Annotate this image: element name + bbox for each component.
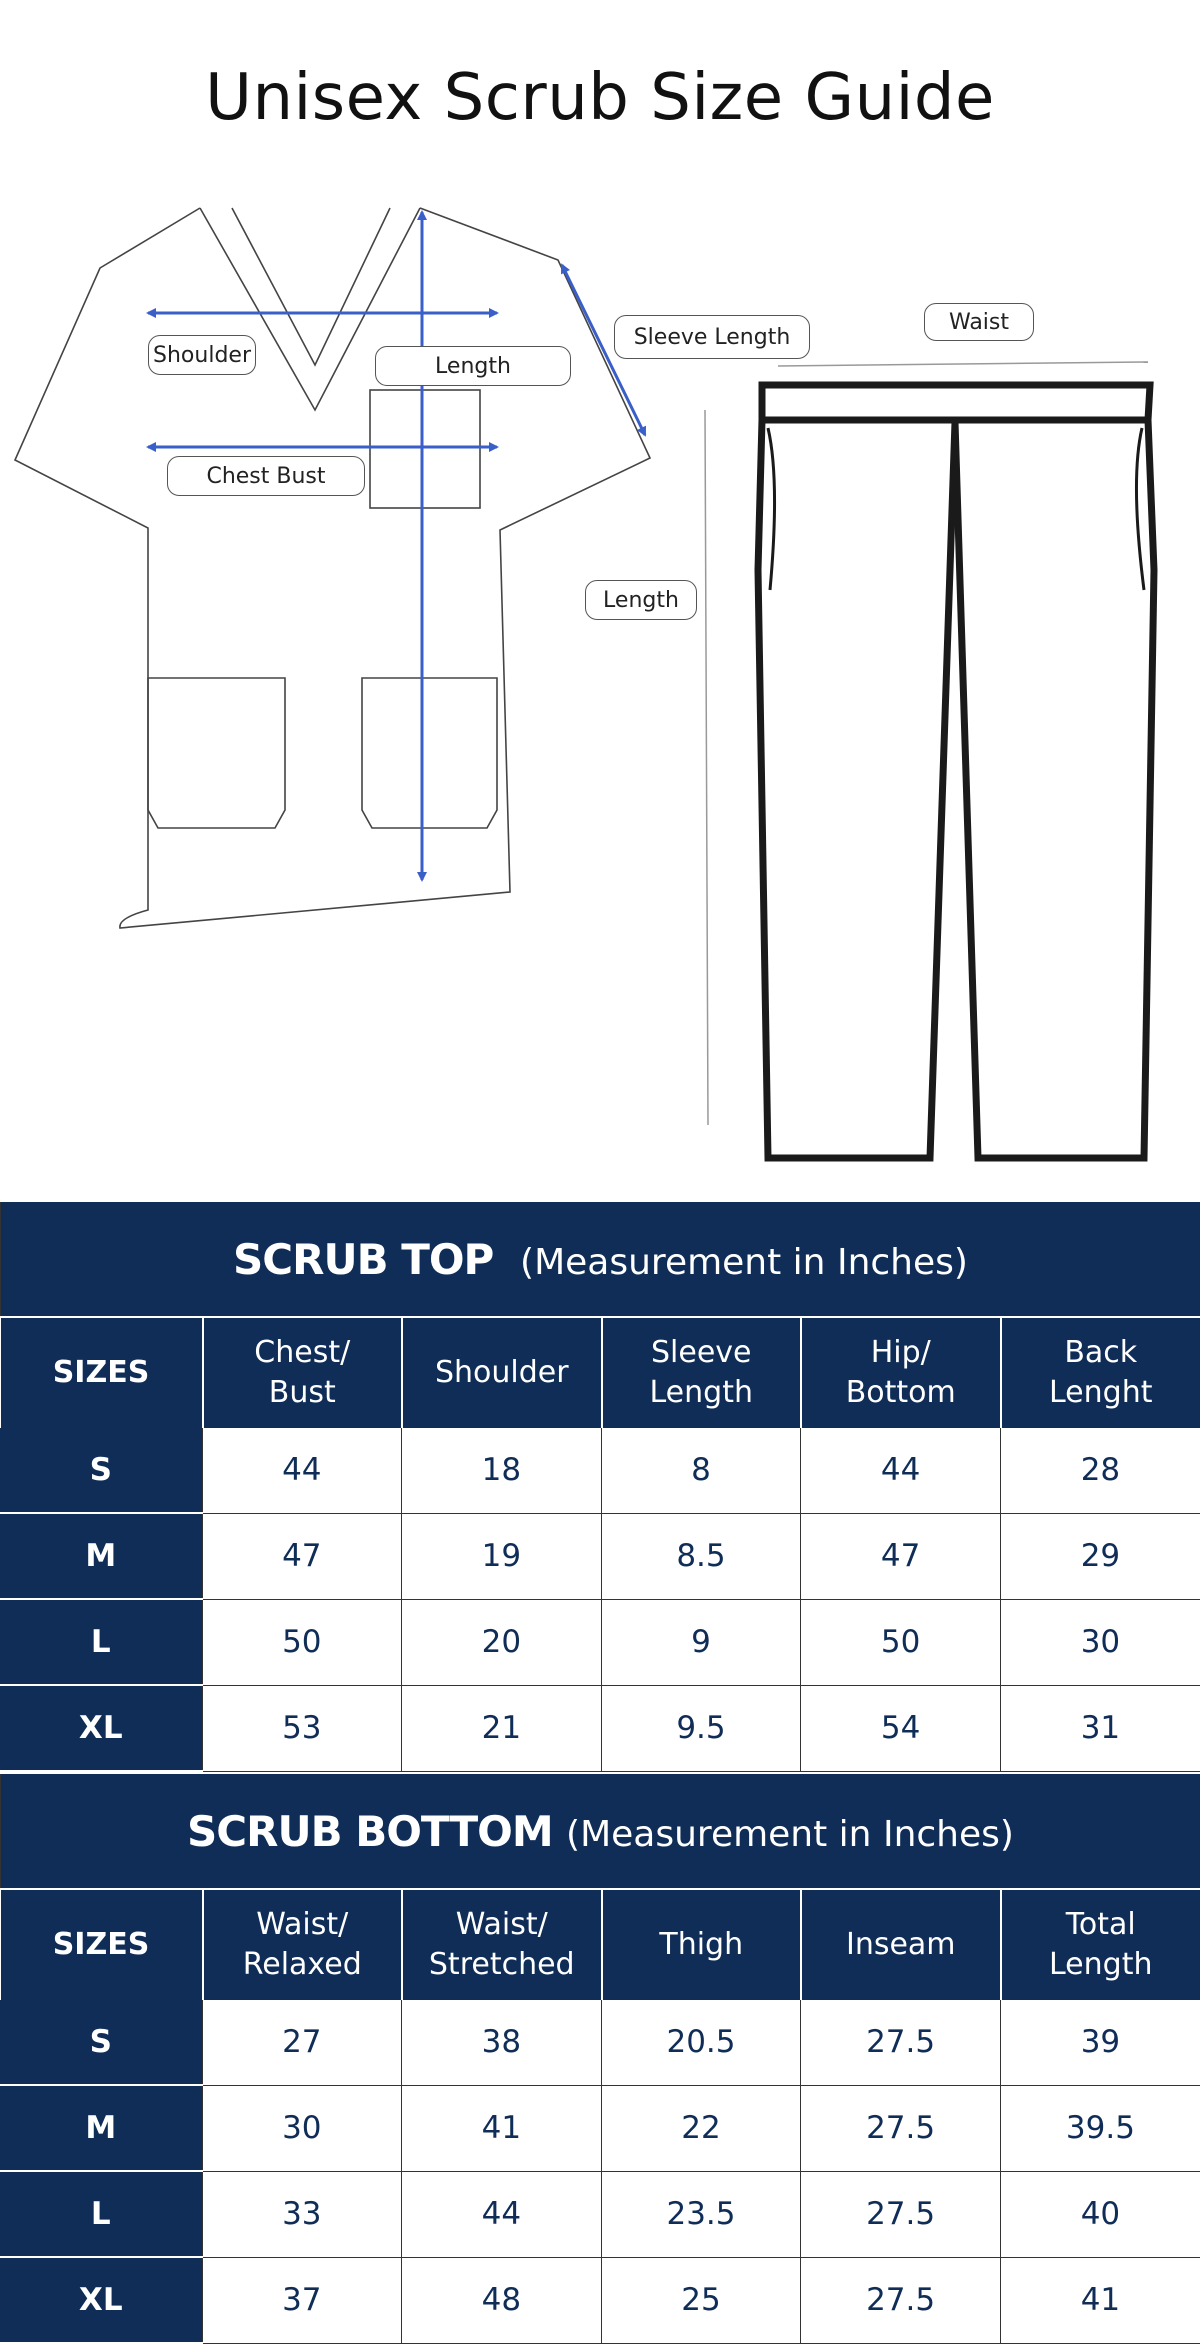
top-value-cell: 9 (601, 1599, 801, 1685)
bottom-header-cell: Inseam (801, 1889, 1001, 2000)
top-value-cell: 20 (402, 1599, 602, 1685)
bottom-value-cell: 39 (1000, 2000, 1200, 2085)
top-size-label: L (0, 1599, 202, 1685)
top-table-title: SCRUB TOP (Measurement in Inches) (1, 1202, 1200, 1317)
bottom-value-cell: 44 (402, 2171, 602, 2257)
scrub-top-drawing (15, 208, 650, 928)
bottom-value-cell: 33 (202, 2171, 402, 2257)
label-shoulder: Shoulder (148, 335, 256, 375)
bottom-value-cell: 20.5 (601, 2000, 801, 2085)
top-table-row (0, 1685, 1200, 1771)
top-table-header (1, 1317, 1200, 1428)
bottom-size-label: L (0, 2171, 202, 2257)
top-table-body (0, 1428, 1200, 1772)
label-sleeve-length: Sleeve Length (614, 315, 810, 359)
top-value-cell: 47 (202, 1513, 402, 1599)
bottom-size-label: S (0, 2000, 202, 2085)
bottom-size-label: M (0, 2085, 202, 2171)
top-value-cell: 29 (1000, 1513, 1200, 1599)
top-table-row (0, 1428, 1200, 1513)
bottom-value-cell: 38 (402, 2000, 602, 2085)
bottom-value-cell: 30 (202, 2085, 402, 2171)
top-value-cell: 53 (202, 1685, 402, 1771)
top-value-cell: 30 (1000, 1599, 1200, 1685)
top-header-cell: Sleeve Length (602, 1317, 802, 1428)
label-top-length: Length (375, 346, 571, 386)
measurement-guides-bottom (705, 362, 1148, 1125)
label-waist: Waist (924, 303, 1034, 341)
bottom-size-label: XL (0, 2257, 202, 2343)
top-value-cell: 21 (402, 1685, 602, 1771)
top-value-cell: 44 (202, 1428, 402, 1513)
bottom-table-header (1, 1889, 1200, 2000)
top-value-cell: 28 (1000, 1428, 1200, 1513)
top-value-cell: 9.5 (601, 1685, 801, 1771)
bottom-value-cell: 27 (202, 2000, 402, 2085)
top-value-cell: 50 (801, 1599, 1001, 1685)
top-size-label: M (0, 1513, 202, 1599)
top-header-cell: Chest/ Bust (203, 1317, 403, 1428)
bottom-value-cell: 39.5 (1000, 2085, 1200, 2171)
bottom-table-body (0, 2000, 1200, 2344)
bottom-header-cell: Total Length (1001, 1889, 1200, 2000)
bottom-table-row (0, 2171, 1200, 2257)
bottom-value-cell: 40 (1000, 2171, 1200, 2257)
label-bottom-length: Length (585, 580, 697, 620)
bottom-value-cell: 41 (402, 2085, 602, 2171)
top-value-cell: 18 (402, 1428, 602, 1513)
top-table-row (0, 1599, 1200, 1685)
bottom-value-cell: 41 (1000, 2257, 1200, 2343)
top-value-cell: 50 (202, 1599, 402, 1685)
bottom-value-cell: 27.5 (801, 2085, 1001, 2171)
bottom-value-cell: 37 (202, 2257, 402, 2343)
bottom-table-row (0, 2000, 1200, 2085)
top-header-cell: Hip/ Bottom (801, 1317, 1001, 1428)
top-size-label: XL (0, 1685, 202, 1771)
bottom-value-cell: 27.5 (801, 2000, 1001, 2085)
bottom-value-cell: 25 (601, 2257, 801, 2343)
bottom-value-cell: 23.5 (601, 2171, 801, 2257)
top-value-cell: 8.5 (601, 1513, 801, 1599)
scrub-bottom-table (0, 1774, 1200, 2344)
top-header-cell: Shoulder (402, 1317, 602, 1428)
top-value-cell: 8 (601, 1428, 801, 1513)
top-value-cell: 19 (402, 1513, 602, 1599)
top-value-cell: 54 (801, 1685, 1001, 1771)
top-value-cell: 44 (801, 1428, 1001, 1513)
top-size-label: S (0, 1428, 202, 1513)
top-header-cell: SIZES (1, 1317, 203, 1428)
bottom-value-cell: 22 (601, 2085, 801, 2171)
scrub-top-table (0, 1202, 1200, 1772)
top-value-cell: 31 (1000, 1685, 1200, 1771)
bottom-value-cell: 27.5 (801, 2171, 1001, 2257)
bottom-header-cell: SIZES (1, 1889, 203, 2000)
page-title: Unisex Scrub Size Guide (0, 61, 1200, 135)
bottom-table-row (0, 2257, 1200, 2343)
top-header-cell: Back Lenght (1001, 1317, 1200, 1428)
top-value-cell: 47 (801, 1513, 1001, 1599)
measurement-arrows-top (148, 212, 645, 880)
bottom-table-row (0, 2085, 1200, 2171)
scrub-bottom-drawing (758, 385, 1154, 1158)
bottom-header-cell: Waist/ Relaxed (203, 1889, 403, 2000)
bottom-table-title: SCRUB BOTTOM (Measurement in Inches) (1, 1774, 1200, 1889)
top-table-row (0, 1513, 1200, 1599)
bottom-value-cell: 27.5 (801, 2257, 1001, 2343)
size-diagram (0, 150, 1200, 1190)
bottom-header-cell: Thigh (602, 1889, 802, 2000)
bottom-header-cell: Waist/ Stretched (402, 1889, 602, 2000)
label-chest-bust: Chest Bust (167, 456, 365, 496)
bottom-value-cell: 48 (402, 2257, 602, 2343)
